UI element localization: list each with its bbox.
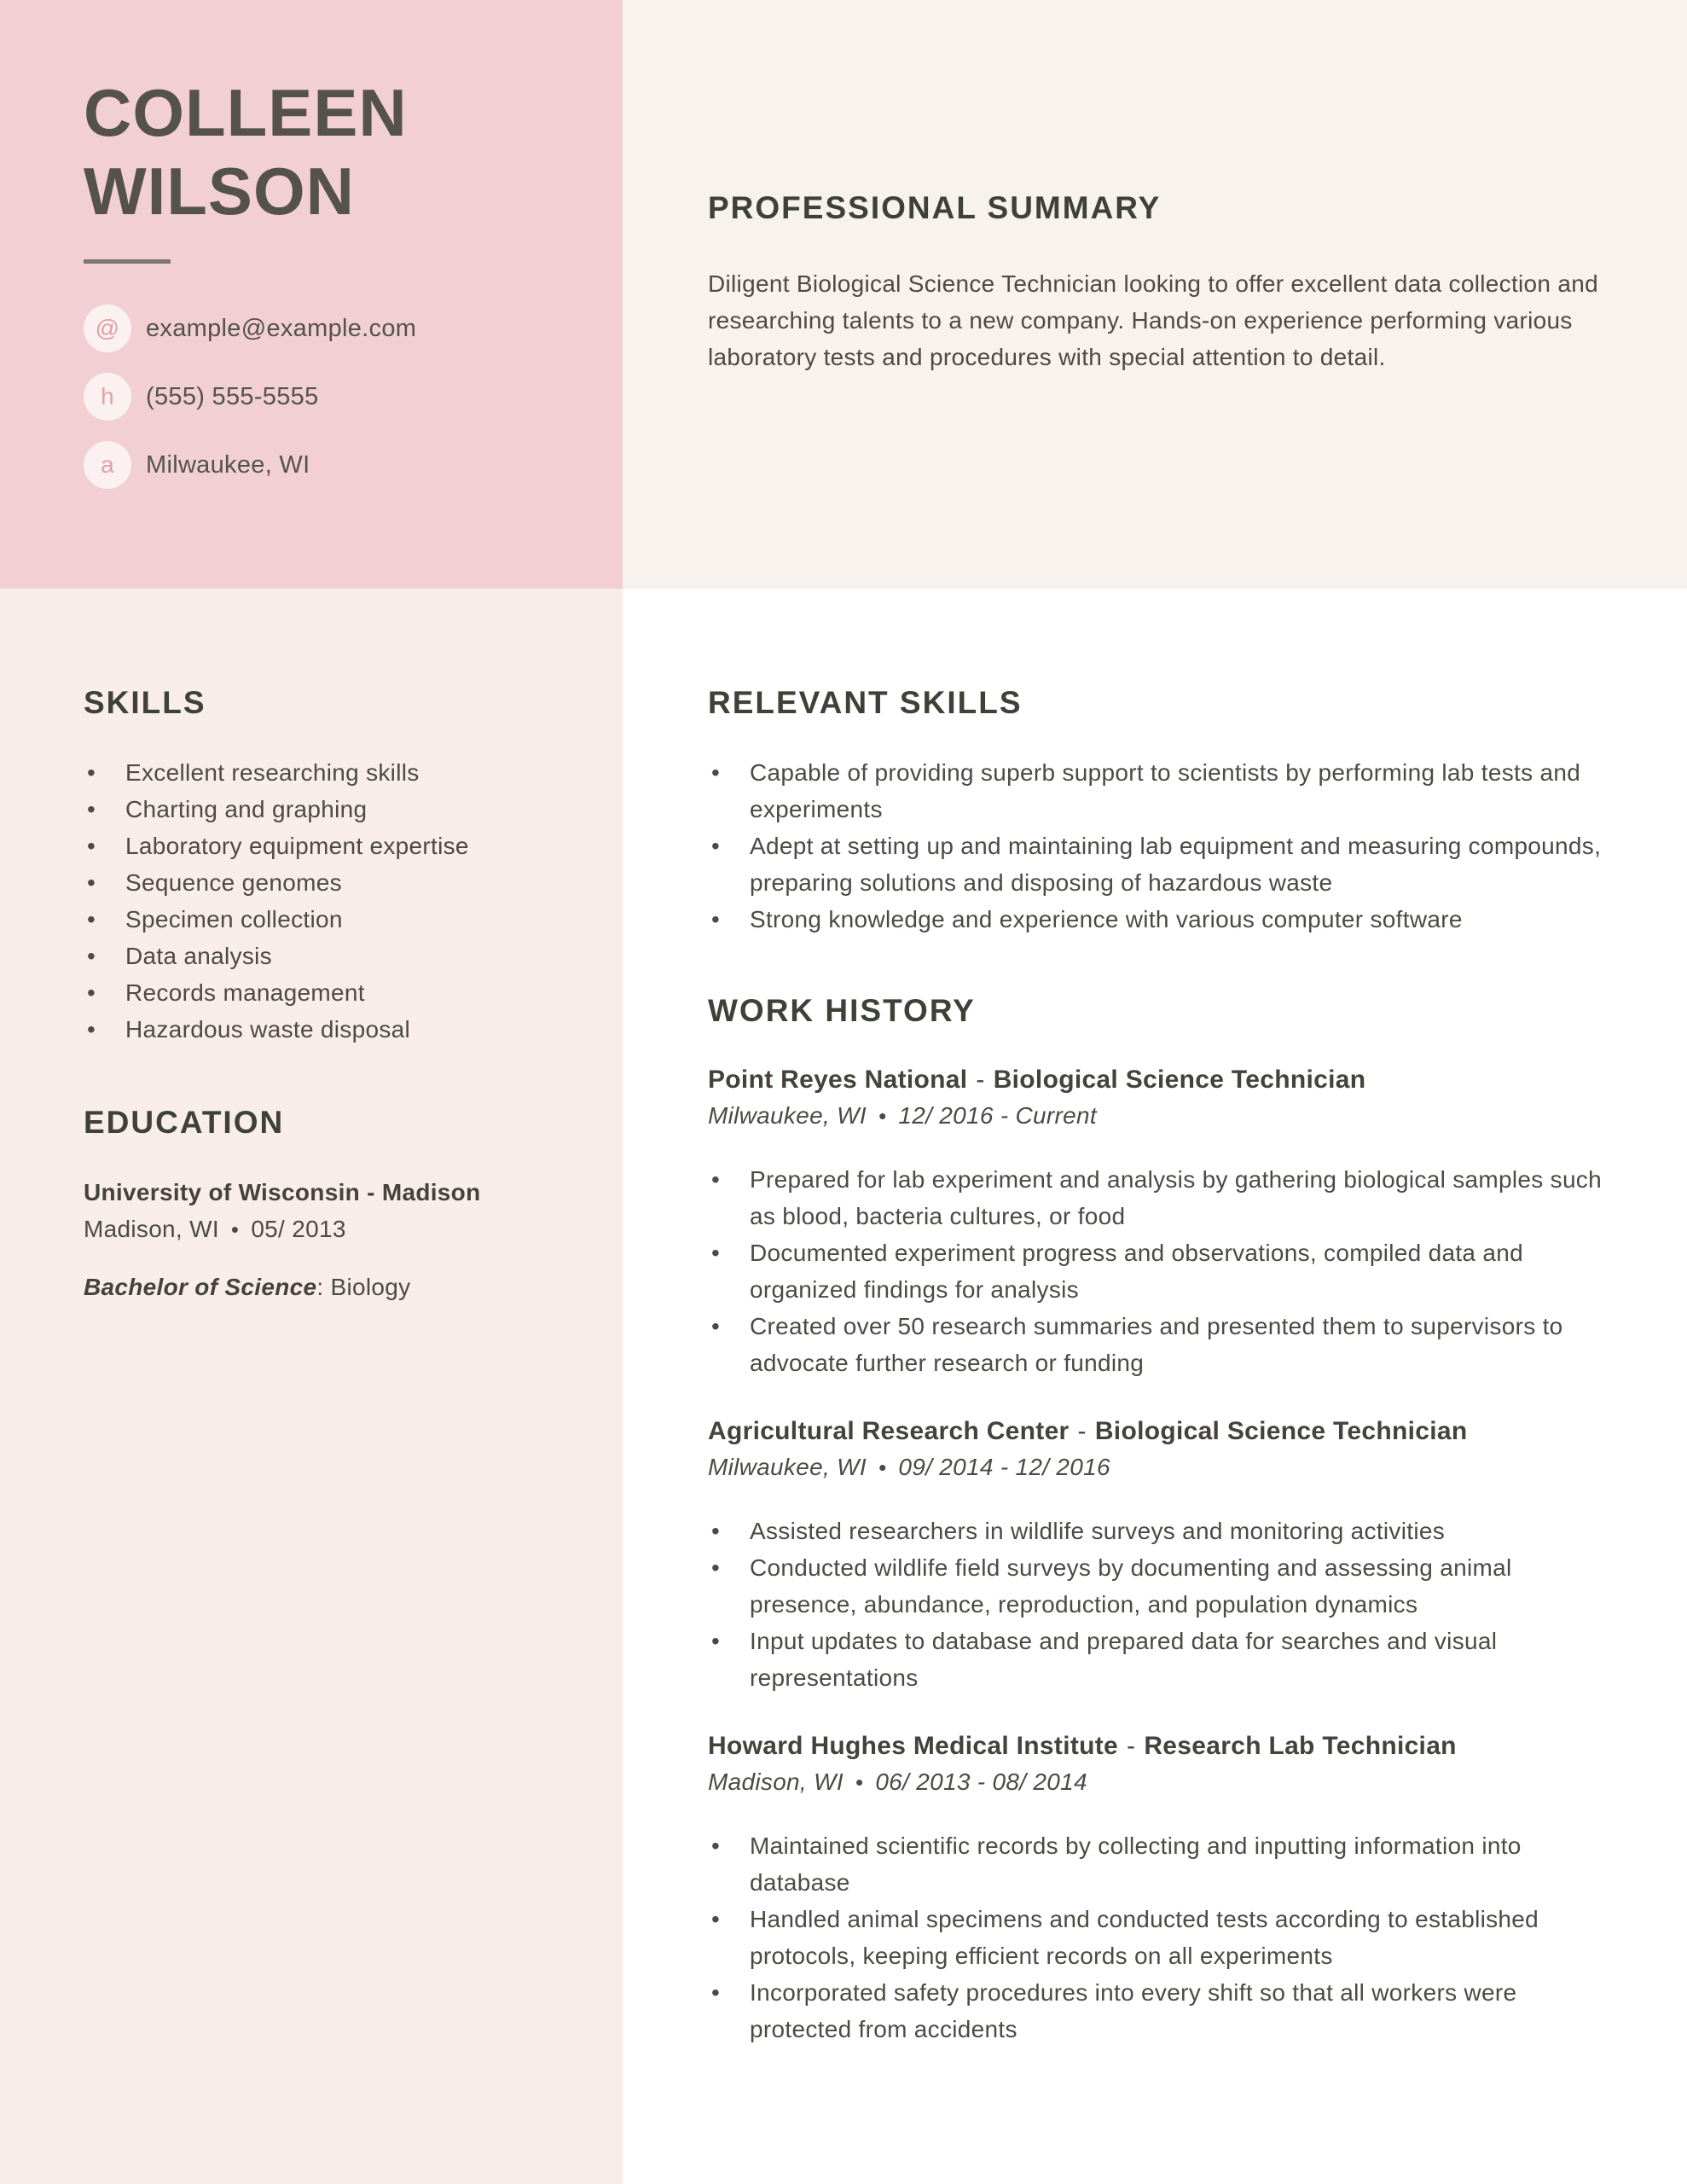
job-dates: 09/ 2014 - 12/ 2016 — [898, 1454, 1110, 1480]
contact-list — [84, 305, 597, 489]
job-meta — [708, 1764, 1615, 1800]
title-separator: - — [1077, 1417, 1087, 1445]
summary-section — [623, 0, 1687, 589]
section-heading-work-history: WORK HISTORY — [708, 993, 976, 1028]
dot-separator: • — [878, 1103, 887, 1129]
relevant-skill-item: • Strong knowledge and experience with various computer software — [708, 901, 1615, 938]
degree-line — [84, 1269, 588, 1305]
summary-text: Diligent Biological Science Technician looking to offer excellent data collection and researching talents to a new company. Hands-on experience performing various laboratory tests and procedures with special attention to detail. — [708, 270, 1598, 370]
job-bullet-list — [708, 1827, 1615, 2048]
job-entry — [708, 1414, 1615, 1696]
header-panel — [0, 0, 623, 589]
skill-item: • Sequence genomes — [84, 864, 588, 901]
dot-separator: • — [855, 1769, 864, 1795]
job-bullet: • Prepared for lab experiment and analysis by gathering biological samples such as blood, bacteria cultures, or food — [708, 1161, 1615, 1234]
location-label: Milwaukee, WI — [146, 450, 310, 479]
phone-icon: h — [84, 373, 131, 421]
job-meta — [708, 1098, 1615, 1134]
section-heading-relevant-skills: RELEVANT SKILLS — [708, 685, 1023, 720]
job-bullet: • Maintained scientific records by collecting and inputting information into database — [708, 1827, 1615, 1901]
degree-name: Bachelor of Science — [84, 1274, 317, 1300]
job-bullet: • Incorporated safety procedures into every shift so that all workers were protected from accidents — [708, 1974, 1615, 2048]
job-bullet: • Conducted wildlife field surveys by documenting and assessing animal presence, abundance, reproduction, and population dynamics — [708, 1549, 1615, 1623]
job-entry — [708, 1728, 1615, 2048]
skill-item: • Excellent researching skills — [84, 754, 588, 791]
education-location: Madison, WI — [84, 1216, 219, 1242]
skill-item: • Laboratory equipment expertise — [84, 828, 588, 864]
job-role: Research Lab Technician — [1144, 1732, 1457, 1760]
job-entry — [708, 1062, 1615, 1381]
relevant-skill-item: • Adept at setting up and maintaining lab equipment and measuring compounds, preparing solutions and disposing of hazardous waste — [708, 828, 1615, 901]
skill-item: • Hazardous waste disposal — [84, 1011, 588, 1048]
contact-row-phone — [84, 373, 597, 421]
relevant-skills-list — [708, 754, 1615, 938]
person-name-line2: WILSON — [84, 154, 355, 229]
skill-item: • Specimen collection — [84, 901, 588, 938]
job-bullet: • Documented experiment progress and observations, compiled data and organized findings for analysis — [708, 1234, 1615, 1308]
job-employer: Howard Hughes Medical Institute — [708, 1732, 1119, 1760]
skills-list — [84, 754, 588, 1048]
section-heading-skills: SKILLS — [84, 685, 206, 720]
job-bullet: • Assisted researchers in wildlife surveys and monitoring activities — [708, 1513, 1615, 1549]
education-date: 05/ 2013 — [251, 1216, 346, 1242]
title-separator: - — [1127, 1732, 1136, 1760]
section-heading-professional-summary: PROFESSIONAL SUMMARY — [708, 190, 1162, 225]
dot-separator: • — [878, 1455, 887, 1480]
section-heading-education: EDUCATION — [84, 1105, 285, 1140]
job-employer: Agricultural Research Center — [708, 1417, 1070, 1445]
skill-item: • Data analysis — [84, 938, 588, 974]
job-title — [708, 1414, 1615, 1449]
phone-label: (555) 555-5555 — [146, 382, 319, 410]
person-name-line1: COLLEEN — [84, 75, 408, 150]
job-meta — [708, 1449, 1615, 1485]
dot-separator: • — [230, 1217, 240, 1242]
job-location: Milwaukee, WI — [708, 1454, 867, 1480]
relevant-skill-item: • Capable of providing superb support to scientists by performing lab tests and experiments — [708, 754, 1615, 828]
job-role: Biological Science Technician — [1094, 1417, 1468, 1445]
job-dates: 12/ 2016 - Current — [898, 1102, 1097, 1129]
skill-item: • Charting and graphing — [84, 791, 588, 828]
job-bullet-list — [708, 1161, 1615, 1381]
person-name — [84, 73, 597, 230]
job-bullet: • Input updates to database and prepared data for searches and visual representations — [708, 1623, 1615, 1696]
contact-row-location — [84, 441, 597, 489]
school-name: University of Wisconsin - Madison — [84, 1179, 481, 1205]
job-bullet-list — [708, 1513, 1615, 1696]
contact-row-email — [84, 305, 597, 352]
email-icon: @ — [84, 305, 131, 352]
job-dates: 06/ 2013 - 08/ 2014 — [875, 1769, 1087, 1795]
job-bullet: • Created over 50 research summaries and presented them to supervisors to advocate further research or funding — [708, 1308, 1615, 1381]
right-column — [623, 589, 1687, 2184]
name-divider — [84, 259, 171, 264]
job-employer: Point Reyes National — [708, 1066, 968, 1094]
job-bullet: • Handled animal specimens and conducted tests according to established protocols, keeping efficient records on all experiments — [708, 1901, 1615, 1974]
degree-field: : Biology — [316, 1274, 411, 1300]
title-separator: - — [976, 1066, 985, 1094]
skill-item: • Records management — [84, 974, 588, 1011]
location-icon: a — [84, 441, 131, 489]
job-location: Madison, WI — [708, 1769, 844, 1795]
job-location: Milwaukee, WI — [708, 1102, 867, 1129]
left-column — [0, 589, 623, 2184]
job-title — [708, 1062, 1615, 1098]
job-role: Biological Science Technician — [993, 1066, 1366, 1094]
email-label: example@example.com — [146, 314, 417, 342]
education-meta — [84, 1211, 588, 1248]
job-title — [708, 1728, 1615, 1764]
